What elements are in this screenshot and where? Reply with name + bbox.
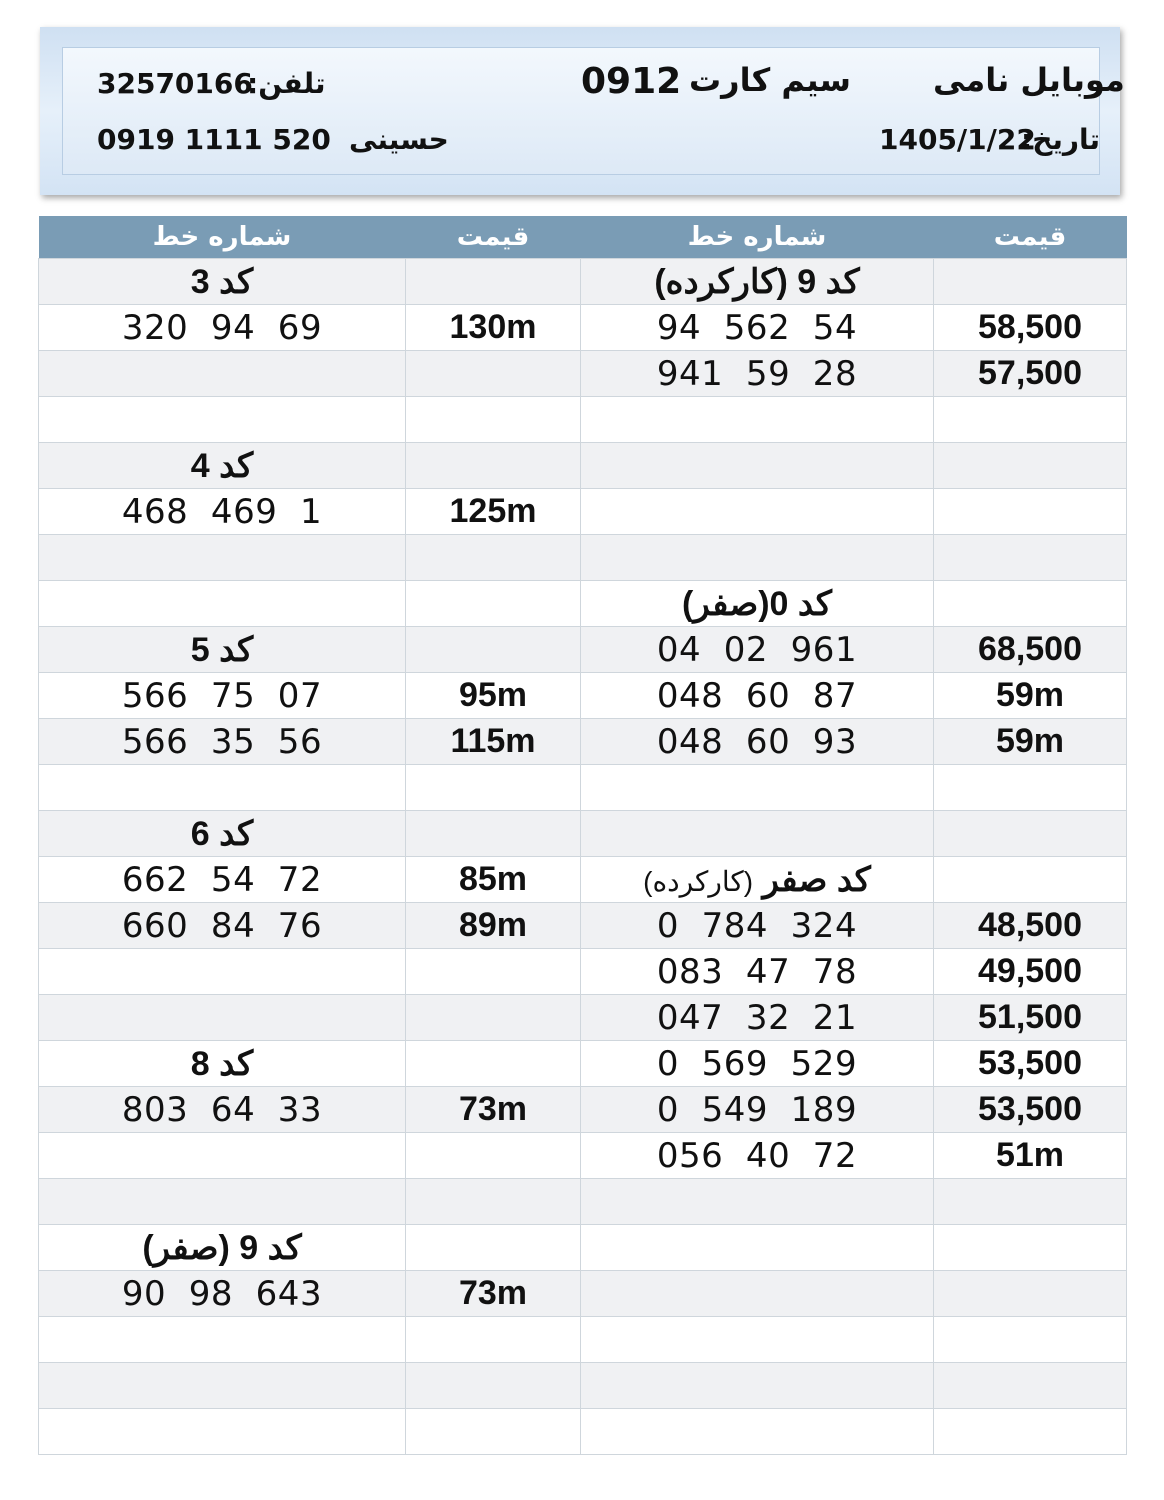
line-number-right [581,535,934,581]
price-left [406,765,581,811]
table-row [39,1271,1127,1317]
code-heading-left [39,627,406,673]
line-number-left [39,1179,406,1225]
price-left [406,1409,581,1455]
line-number-left [39,397,406,443]
table-row [39,1317,1127,1363]
price-right [934,1317,1127,1363]
price-right [934,489,1127,535]
line-number-right: 94 562 54 [581,305,934,351]
product-title: سیم کارت [689,61,851,99]
price-left [406,1133,581,1179]
price-left: 73m [406,1087,581,1133]
line-number-right: 047 32 21 [581,995,934,1041]
price-right [934,1363,1127,1409]
contact-name: حسینی [349,123,449,156]
price-left [406,1041,581,1087]
code-heading-text: کد 8 [190,1044,254,1083]
price-right: 51,500 [934,995,1127,1041]
line-number-left [39,351,406,397]
table-row [39,1225,1127,1271]
price-right: 53,500 [934,1041,1127,1087]
col-header-price-right: قیمت [934,216,1127,259]
price-right: 48,500 [934,903,1127,949]
line-number-left [39,581,406,627]
line-number-right: 0 569 529 [581,1041,934,1087]
table-row [39,903,1127,949]
line-number-right [581,443,934,489]
line-number-left [39,1317,406,1363]
line-number-right: 0 549 189 [581,1087,934,1133]
price-right [934,1225,1127,1271]
line-number-right [581,1225,934,1271]
table-row [39,489,1127,535]
price-left: 125m [406,489,581,535]
code-heading-left [39,259,406,305]
table-row [39,581,1127,627]
price-left [406,1225,581,1271]
line-number-left [39,1133,406,1179]
price-right [934,581,1127,627]
code-heading-text: کد 0(صفر) [682,584,832,623]
col-header-price-left: قیمت [406,216,581,259]
price-right [934,1409,1127,1455]
table-row [39,535,1127,581]
table-row [39,811,1127,857]
price-right: 59m [934,719,1127,765]
table-row [39,351,1127,397]
price-right [934,765,1127,811]
line-number-right: 941 59 28 [581,351,934,397]
price-right [934,259,1127,305]
price-right: 51m [934,1133,1127,1179]
line-number-right: 048 60 93 [581,719,934,765]
line-number-right: 04 02 961 [581,627,934,673]
date-label: تاریخ: [1021,123,1101,156]
price-left [406,259,581,305]
line-number-left [39,535,406,581]
table-row [39,1133,1127,1179]
table-row [39,857,1127,903]
price-right: 49,500 [934,949,1127,995]
line-number-left [39,765,406,811]
price-right: 58,500 [934,305,1127,351]
price-left: 95m [406,673,581,719]
price-right [934,811,1127,857]
line-number-left: 90 98 643 [39,1271,406,1317]
line-number-left: 803 64 33 [39,1087,406,1133]
price-right [934,535,1127,581]
line-number-left [39,1363,406,1409]
price-left [406,535,581,581]
code-heading-text: کد 4 [190,446,254,485]
table-body [39,259,1127,1455]
phone-number: 32570166 [97,67,253,100]
price-right [934,1179,1127,1225]
header-panel [62,47,1125,175]
line-number-left [39,995,406,1041]
table-row [39,305,1127,351]
line-number-right: 083 47 78 [581,949,934,995]
price-left: 115m [406,719,581,765]
price-left [406,443,581,489]
line-number-right: 0 784 324 [581,903,934,949]
line-number-left [39,1409,406,1455]
line-number-right: 056 40 72 [581,1133,934,1179]
line-number-right [581,1179,934,1225]
table-row [39,443,1127,489]
line-number-left: 566 35 56 [39,719,406,765]
line-number-right [581,1409,934,1455]
shop-name: موبایل نامی [933,61,1125,99]
table-header-row [39,216,1127,259]
code-heading-note: (کارکرده) [643,865,754,897]
price-right [934,397,1127,443]
price-left: 130m [406,305,581,351]
price-left [406,1317,581,1363]
code-heading-left [39,1041,406,1087]
table-row [39,995,1127,1041]
price-left: 89m [406,903,581,949]
sim-prefix: 0912 [581,61,682,102]
code-heading-left [39,1225,406,1271]
table-row [39,1363,1127,1409]
code-heading-left [39,443,406,489]
line-number-right [581,1317,934,1363]
line-number-left: 662 54 72 [39,857,406,903]
price-left [406,949,581,995]
line-number-left: 660 84 76 [39,903,406,949]
table-row [39,765,1127,811]
mobile-number: 0919 1111 520 [97,123,331,156]
code-heading-text: کد 6 [190,814,254,853]
price-left [406,397,581,443]
line-number-right [581,397,934,443]
table-row [39,673,1127,719]
line-number-right [581,1363,934,1409]
line-number-right [581,489,934,535]
price-right: 59m [934,673,1127,719]
price-left: 73m [406,1271,581,1317]
price-table [38,216,1127,1455]
line-number-left: 566 75 07 [39,673,406,719]
price-right: 53,500 [934,1087,1127,1133]
line-number-left: 468 469 1 [39,489,406,535]
code-heading-text: کد 5 [190,630,254,669]
price-left: 85m [406,857,581,903]
code-heading-right [581,259,934,305]
header-banner [40,27,1125,195]
table-row [39,1087,1127,1133]
price-left [406,995,581,1041]
table-row [39,259,1127,305]
price-left [406,1179,581,1225]
price-left [406,1363,581,1409]
table-row [39,719,1127,765]
code-heading-text: کد 3 [190,262,254,301]
line-number-left: 320 94 69 [39,305,406,351]
line-number-right [581,811,934,857]
code-heading-text: کد صفر [762,860,871,899]
col-header-number-left: شماره خط [39,216,406,259]
table-row [39,949,1127,995]
table-row [39,1409,1127,1455]
price-right [934,857,1127,903]
price-right [934,443,1127,489]
table-row [39,1179,1127,1225]
phone-label: تلفن: [247,67,326,100]
price-right: 57,500 [934,351,1127,397]
code-heading-right [581,857,934,903]
price-left [406,581,581,627]
price-left [406,811,581,857]
table-row [39,397,1127,443]
line-number-left [39,949,406,995]
code-heading-text: کد 9 (صفر) [142,1228,302,1267]
line-number-right [581,765,934,811]
col-header-number-right: شماره خط [581,216,934,259]
line-number-right: 048 60 87 [581,673,934,719]
code-heading-text: کد 9 (کارکرده) [654,262,860,301]
price-left [406,351,581,397]
date-value: 1405/1/22 [879,123,1036,156]
price-left [406,627,581,673]
code-heading-left [39,811,406,857]
price-right: 68,500 [934,627,1127,673]
price-right [934,1271,1127,1317]
table-row [39,627,1127,673]
line-number-right [581,1271,934,1317]
code-heading-right [581,581,934,627]
table-row [39,1041,1127,1087]
